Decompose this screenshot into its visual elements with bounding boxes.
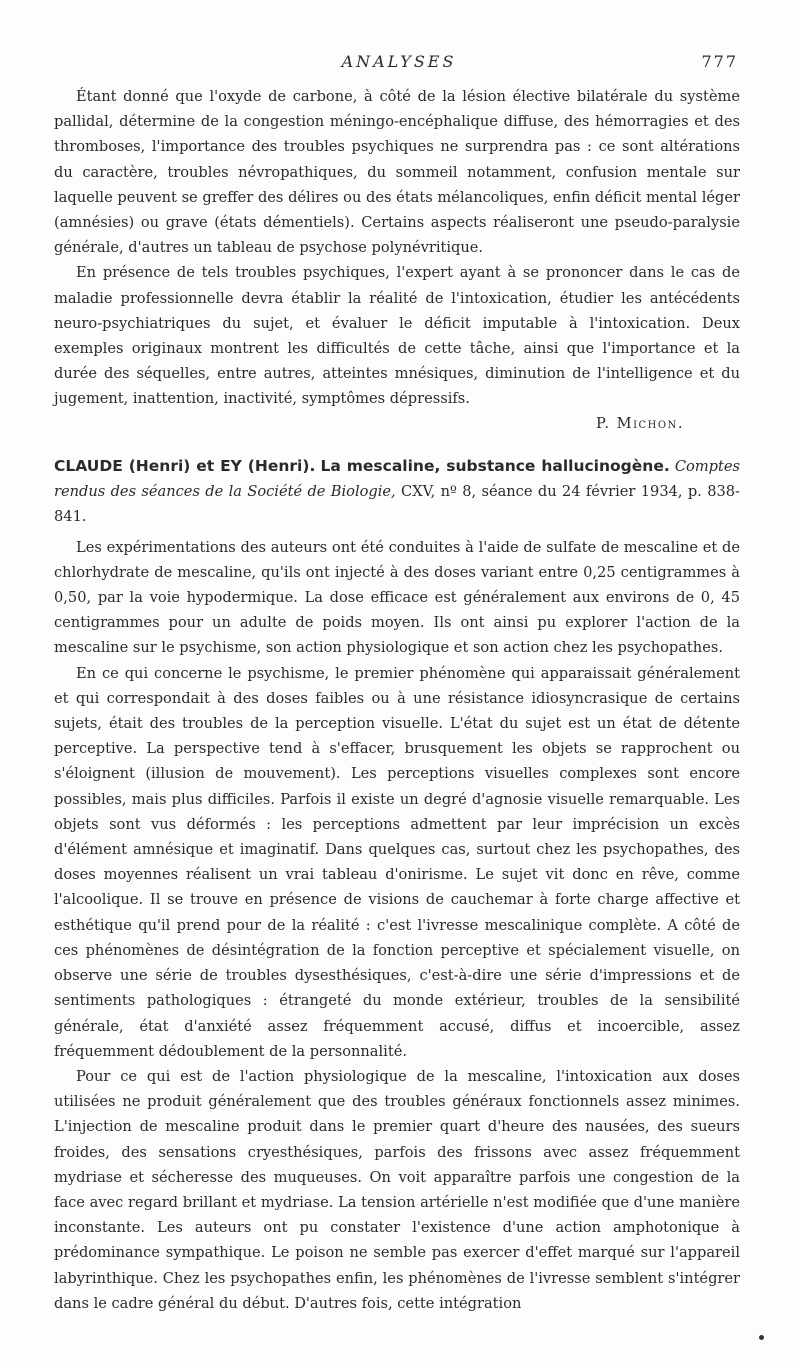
reviewer-signature: P. Michon. (596, 414, 684, 432)
previous-review-paragraph-1: Étant donné que l'oxyde de carbone, à côté de la lésion élective bilatérale du système pallidal, détermine de la congestion méningo-encéphalique diffuse, des hémorragies et des thromboses, l'importance des troubles psychiques ne surprendra pas : ce sont altérations du caractère, troubles névropathiques, du sommeil notamment, confusion mentale sur laquelle peuvent se greffer des délires ou des états mélancoliques, enfin déficit mental léger (amnésies) ou grave (états démentiels). Certains aspects réaliseront une pseudo-paralysie générale, d'autres un tableau de psychose polynévritique. (54, 88, 740, 257)
entry-source-journal: Comptes rendus des séances de la Société de Biologie, (54, 457, 740, 500)
running-head (60, 52, 738, 74)
entry-paragraph-1: Les expérimentations des auteurs ont été conduites à l'aide de sulfate de mescaline et de chlorhydrate de mescaline, qu'ils ont injecté à des doses variant entre 0,25 centigrammes à 0,50, par la voie hypodermique. La dose efficace est généralement aux environs de 0, 45 centigrammes pour un adulte de poids moyen. Ils ont ainsi pu explorer l'action de la mescaline sur le psychisme, son action physiologique et son action chez les psychopathes. (54, 538, 740, 657)
page-body (54, 84, 740, 1316)
entry-title: La mescaline, substance hallucinogène. (320, 456, 670, 475)
page-edge-mark (759, 1335, 764, 1340)
entry-header (54, 454, 740, 529)
page-number: 777 (701, 52, 738, 71)
previous-review-paragraph-2: En présence de tels troubles psychiques, l'expert ayant à se prononcer dans le cas de maladie professionnelle devra établir la réalité de l'intoxication, étudier les antécédents neuro-psychiatriques du sujet, et évaluer le déficit imputable à l'intoxication. Deux exemples originaux montrent les difficultés de cette tâche, ainsi que l'importance et la durée des séquelles, entre autres, atteintes mnésiques, diminution de l'intelligence et du jugement, inattention, inactivité, symptômes dépressifs. (54, 264, 740, 408)
entry-paragraph-2: En ce qui concerne le psychisme, le premier phénomène qui apparaissait généralement et qui correspondait à des doses faibles ou à une résistance idiosyncrasique de certains sujets, était des troubles de la perception visuelle. L'état du sujet est un état de détente perceptive. La perspective tend à s'effacer, brusquement les objets se rapprochent ou s'éloignent (illusion de mouvement). Les perceptions visuelles complexes sont encore possibles, mais plus difficiles. Parfois il existe un degré d'agnosie visuelle remarquable. Les objets sont vus déformés : les perceptions admettent par leur imprécision un excès d'élément amnésique et imaginatif. Dans quelques cas, surtout chez les psychopathes, des doses moyennes réalisent un vrai tableau d'onirisme. Le sujet vit donc en rêve, comme l'alcoolique. Il se trouve en présence de visions de cauchemar à forte charge affective et esthétique qu'il prend pour de la réalité : c'est l'ivresse mescalinique complète. A côté de ces phénomènes de désintégration de la fonction perceptive et spécialement visuelle, on observe une série de troubles dysesthésiques, c'est-à-dire une série d'impressions et de sentiments pathologiques : étrangeté du monde extérieur, troubles de la sensibilité générale, état d'anxiété assez fréquemment accusé, diffus et incoercible, assez fréquemment dédoublement de la personnalité. (54, 664, 740, 1060)
entry-source-details: CXV, nº 8, séance du 24 février 1934, p. 838-841. (54, 482, 740, 525)
entry-authors: CLAUDE (Henri) et EY (Henri). (54, 456, 316, 475)
running-title: ANALYSES (341, 52, 457, 71)
entry-paragraph-3: Pour ce qui est de l'action physiologique de la mescaline, l'intoxication aux doses utilisées ne produit généralement que des troubles généraux fonctionnels assez minimes. L'injection de mescaline produit dans le premier quart d'heure des nausées, des sueurs froides, des sensations cryesthésiques, parfois des frissons avec assez fréquemment mydriase et sécheresse des muqueuses. On voit apparaître parfois une congestion de la face avec regard brillant et mydriase. La tension artérielle n'est modifiée que d'une manière inconstante. Les auteurs ont pu constater l'existence d'une action amphotonique à prédominance sympathique. Le poison ne semble pas exercer d'effet marqué sur l'appareil labyrinthique. Chez les psychopathes enfin, les phénomènes de l'ivresse semblent s'intégrer dans le cadre général du début. D'autres fois, cette intégration (54, 1067, 740, 1312)
